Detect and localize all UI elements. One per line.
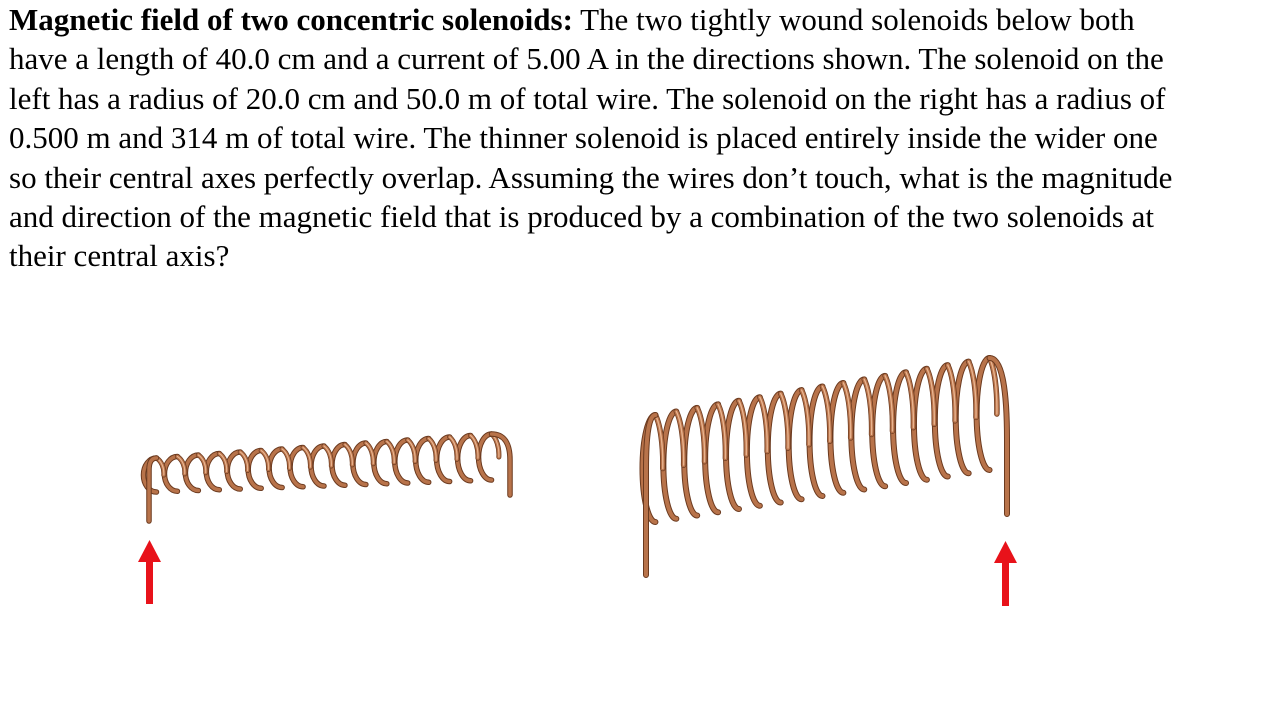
coil-turns-back bbox=[143, 434, 491, 492]
coil-turns-back bbox=[642, 358, 989, 522]
coil-turns-front-shadow bbox=[655, 358, 996, 469]
coil-turns-highlight bbox=[156, 434, 498, 475]
coil-turns-front bbox=[156, 434, 498, 475]
coil-lead-end bbox=[492, 434, 510, 495]
left-solenoid bbox=[143, 434, 510, 521]
coil-turns-back-core bbox=[642, 358, 989, 522]
coil-turns-highlight bbox=[655, 358, 996, 469]
coil-turns-front bbox=[655, 358, 996, 469]
left-current-arrow bbox=[138, 540, 161, 604]
coil-lead-end bbox=[990, 358, 1007, 514]
coil-turns-back-core bbox=[143, 434, 491, 492]
coil-lead-end-shadow bbox=[492, 434, 510, 495]
problem-title: Magnetic field of two concentric solenoids: bbox=[9, 2, 573, 37]
coil-lead-start bbox=[646, 415, 655, 575]
right-solenoid bbox=[642, 358, 1007, 575]
coil-lead-start bbox=[149, 458, 156, 521]
problem-statement bbox=[9, 0, 1189, 276]
coil-lead-start-shadow bbox=[149, 458, 156, 521]
problem-body: The two tightly wound solenoids below both have a length of 40.0 cm and a current of 5.00 A in the directions shown. The solenoid on the left has a radius of 20.0 cm and 50.0 m of total wire. The solenoid on the right has a radius of 0.500 m and 314 m of total wire. The thinner solenoid is placed entirely inside the wider one so their central axes perfectly overlap. Assuming the wires don’t touch, what is the magnitude and direction of the magnetic field that is produced by a combination of the two solenoids at their central axis? bbox=[9, 2, 1173, 274]
coil-lead-start-shadow bbox=[646, 415, 655, 575]
right-current-arrow bbox=[994, 541, 1017, 606]
coil-turns-front-shadow bbox=[156, 434, 498, 475]
coil-lead-end-shadow bbox=[990, 358, 1007, 514]
